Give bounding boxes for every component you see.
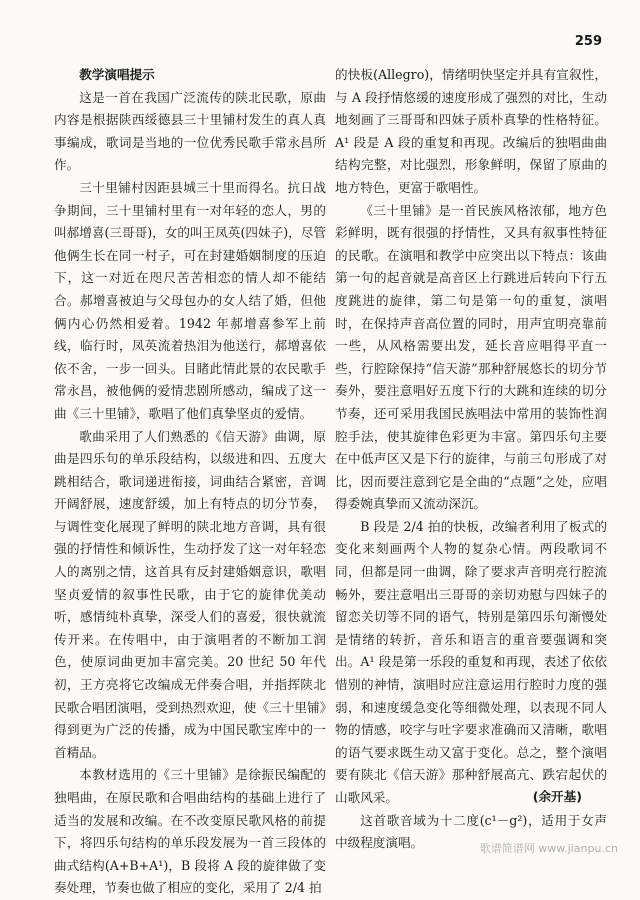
paragraph: 本教材选用的《三十里铺》是徐振民编配的独唱曲，在原民歌和合唱曲结构的基础上进行了适当的发展和改编。在不改变原民歌风格的前提下，将四乐句结构的单乐段发展为一首三段体的曲式结构(A+B+A¹)，B 段将 A 段的旋律做了变奏处理，节奏也做了相应的变化，采用了 2/4 拍 xyxy=(54,767,326,896)
page-number: 259 xyxy=(574,34,602,49)
left-column xyxy=(54,64,326,900)
right-column xyxy=(335,64,607,855)
paragraph: 《三十里铺》是一首民族风格浓郁，地方色彩鲜明，既有很强的抒情性，又具有叙事性特征的民歌。在演唱和教学中应突出以下特点：该曲第一句的起音就是高音区上行跳进后转向下行五度跳进的旋律，第二句是第一句的重复，演唱时，在保持声音高位置的同时，用声宜明亮靠前一些，从风格需要出发，延长音应唱得平直一些，行腔除保持“信天游”那种舒展悠长的切分节奏外，要注意唱好五度下行的大跳和连续的切分节奏，还可采用我国民族唱法中常用的装饰性润腔手法，使其旋律色彩更为丰富。第四乐句主要在中低声区又是下行的旋律，与前三句形成了对比，因而要注意到它是全曲的“点题”之处，应唱得委婉真挚而又流动深沉。 xyxy=(335,202,607,512)
paragraph: 这是一首在我国广泛流传的陕北民歌，原曲内容是根据陕西绥德县三十里铺村发生的真人真事编成，歌词是当地的一位优秀民歌手常永昌所作。 xyxy=(54,89,326,173)
paragraph: 的快板(Allegro)，情绪明快坚定并具有宣叙性，与 A 段抒情悠缓的速度形成了强烈的对比，生动地刻画了三哥哥和四妹子质朴真挚的性格特征。A¹ 段是 A 段的重复和再现。改编后的独唱曲曲结构完整，对比强烈，形象鲜明，保留了原曲的地方特色，更富于歌唱性。 xyxy=(335,67,607,195)
section-heading: 教学演唱提示 xyxy=(79,67,155,82)
paragraph: 这首歌音域为十二度(c¹－g²)，适用于女声中级程度演唱。 xyxy=(335,812,607,851)
paragraph: 三十里铺村因距县城三十里而得名。抗日战争期间，三十里铺村里有一对年轻的恋人，男的叫郝增喜(三哥哥)，女的叫王凤英(四妹子)，尽管他俩生长在同一村子，可在封建婚姻制度的压迫下，这一对近在咫尺苦苦相恋的情人却不能结合。郝增喜被迫与父母包办的女人结了婚，但他俩内心仍然相爱着。1942 年郝增喜参军上前线，临行时，凤英流着热泪为他送行，郝增喜依依不舍，一步一回头。目睹此情此景的农民歌手常永昌，被他俩的爱情悲剧所感动，编成了这一曲《三十里铺》，歌唱了他们真挚坚贞的爱情。 xyxy=(54,179,326,421)
paragraph: 歌曲采用了人们熟悉的《信天游》曲调，原曲是四乐句的单乐段结构，以级进和四、五度大跳相结合，歌词递进衔接，词曲结合紧密，音调开阔舒展，速度舒缓，加上有特点的切分节奏，与调性变化展现了鲜明的陕北地方音调，具有很强的抒情性和倾诉性，生动抒发了这一对年轻恋人的离别之情，这首具有反封建婚姻意识，歌唱坚贞爱情的叙事性民歌，由于它的旋律优美动听，感情纯朴真挚，深受人们的喜爱，很快就流传开来。在传唱中，由于演唱者的不断加工润色，使原词曲更加丰富完美。20 世纪 50 年代初，王方亮将它改编成无伴奏合唱，并指挥陕北民歌合唱团演唱，受到热烈欢迎，使《三十里铺》得到更为广泛的传播，成为中国民歌宝库中的一首精品。 xyxy=(54,428,326,760)
author-signature: (余开基) xyxy=(532,789,582,804)
watermark: 歌谱简谱网 www.jianpu.cn xyxy=(479,842,618,855)
paragraph: B 段是 2/4 拍的快板，改编者利用了板式的变化来刻画两个人物的复杂心情。两段歌词不同，但都是同一曲调，除了要求声音明亮行腔流畅外，要注意唱出三哥哥的亲切劝慰与四妹子的留恋关切等不同的语气，特别是第四乐句渐慢处是情绪的转折，音乐和语言的重音要强调和突出。A¹ 段是第一乐段的重复和再现，表述了依依惜别的神情，演唱时应注意运用行腔时力度的强弱，和速度缓急变化等细微处理，以表现不同人物的情感，咬字与吐字要求准确而又清晰，歌唱的语气要求既生动又富于变化。总之，整个演唱要有陕北《信天游》那种舒展高亢、跌宕起伏的山歌风采。 xyxy=(335,518,607,805)
